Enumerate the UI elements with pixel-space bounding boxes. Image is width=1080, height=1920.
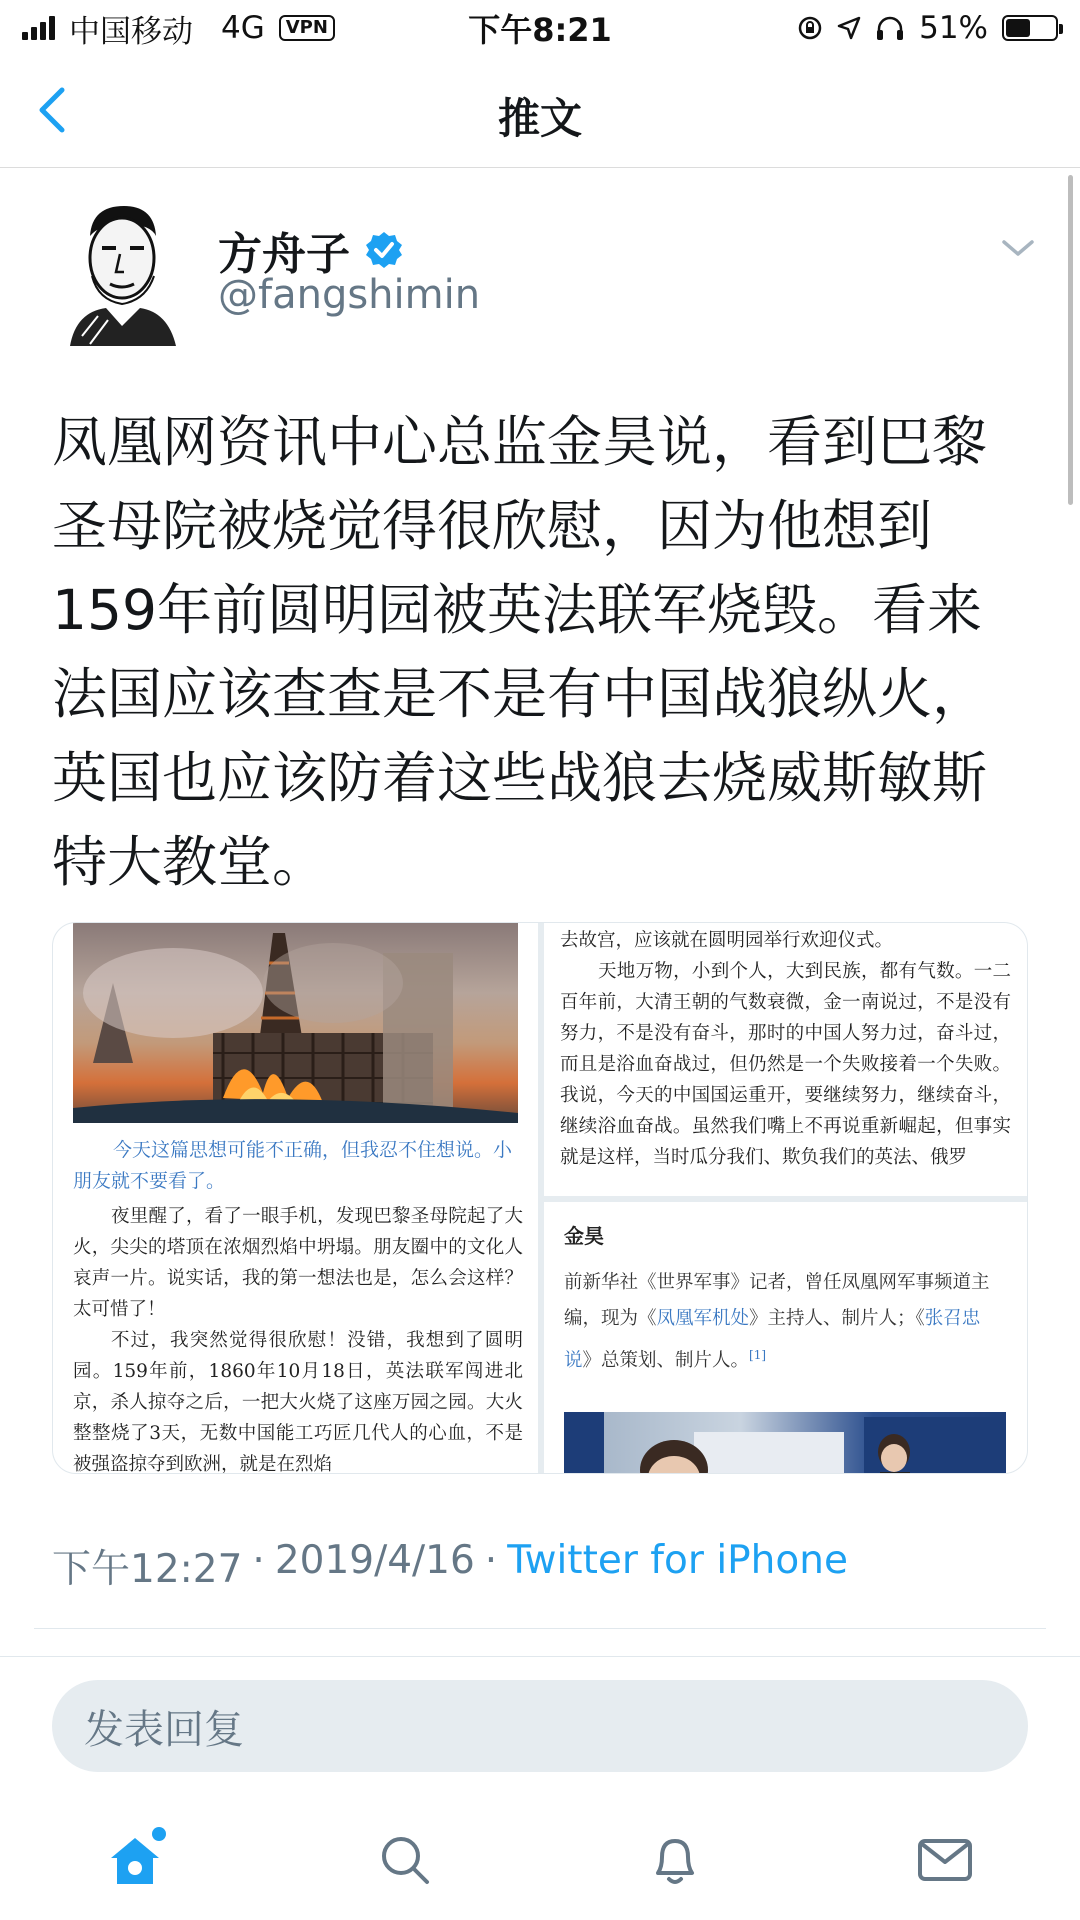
notifications-bell-icon	[650, 1833, 700, 1887]
scrollbar-thumb[interactable]	[1068, 175, 1073, 505]
meta-separator: ·	[484, 1538, 498, 1583]
profile-desc-text: 前新华社《世界军事》记者，曾任凤凰网军事频道主编，现为《	[564, 1272, 990, 1329]
tweet-source-link[interactable]: Twitter for iPhone	[507, 1538, 848, 1583]
headphones-icon	[875, 15, 905, 41]
media-image-right-top[interactable]	[544, 923, 1027, 1196]
tab-home[interactable]	[90, 1815, 180, 1905]
tweet-text: 凤凰网资讯中心总监金昊说，看到巴黎圣母院被烧觉得很欣慰，因为他想到159年前圆明园被英法联军烧毁。看来法国应该查查是不是有中国战狼纵火，英国也应该防着这些战狼去烧威斯敏斯特大教堂。	[52, 410, 988, 894]
divider	[34, 1628, 1046, 1629]
media-image-left[interactable]	[53, 923, 538, 1473]
article-paragraph: 夜里醒了，看了一眼手机，发现巴黎圣母院起了大火，尖尖的塔顶在浓烟烈焰中坍塌。朋友圈中的文化人哀声一片。说实话，我的第一想法也是，怎么会这样？太可惜了！	[73, 1206, 523, 1320]
avatar[interactable]	[62, 196, 182, 346]
tab-notifications[interactable]	[630, 1815, 720, 1905]
tab-search[interactable]	[360, 1815, 450, 1905]
meta-separator: ·	[252, 1538, 265, 1583]
media-image-right-bottom[interactable]	[544, 1202, 1027, 1473]
tweet-date: 2019/4/16	[274, 1538, 475, 1583]
studio-photo	[564, 1412, 1006, 1473]
tweet-options-button[interactable]	[1000, 236, 1036, 260]
profile-description	[564, 1265, 1007, 1379]
divider	[0, 1656, 1080, 1657]
profile-desc-text: 》总策划、制片人。	[582, 1350, 750, 1372]
network-label: 4G	[221, 10, 265, 46]
page-title: 推文	[497, 94, 582, 143]
tab-bar	[0, 1800, 1080, 1920]
battery-level	[1006, 19, 1030, 37]
signal-strength-icon	[22, 16, 55, 40]
article-line: 去故宫，应该就在圆明园举行欢迎仪式。	[560, 930, 894, 951]
article-paragraph: 不过，我突然觉得很欣慰！没错，我想到了圆明园。159年前，1860年10月18日，英法联军闯进北京，杀人掠夺之后，一把大火烧了这座万园之园。大火整整烧了3天，无数中国能工巧匠几代人的心血，不是被强盗掠夺到欧洲，就是在烈焰	[73, 1330, 523, 1473]
avatar-portrait-icon	[62, 196, 182, 346]
battery-percent: 51%	[919, 10, 988, 46]
article-paragraph: 天地万物，小到个人，大到民族，都有气数。一二百年前，大清王朝的气数衰微，金一南说过，不是没有努力，不是没有奋斗，那时的中国人努力过，奋斗过，而且是浴血奋战过，但仍然是一个失败接着一个失败。我说，今天的中国国运重开，要继续努力，继续奋斗，继续浴血奋战。虽然我们嘴上不再说重新崛起，但事实就是这样，当时瓜分我们、欺负我们的英法、俄罗	[560, 961, 1011, 1168]
search-icon	[379, 1834, 431, 1886]
home-icon	[107, 1834, 163, 1886]
article-excerpt-right	[560, 925, 1011, 1173]
studio-scene-illustration	[564, 1412, 1006, 1473]
tweet-meta	[52, 1538, 848, 1594]
profile-title: 金昊	[564, 1224, 604, 1248]
verified-badge-icon	[364, 230, 404, 270]
reply-placeholder: 发表回复	[84, 1706, 244, 1753]
carrier-label: 中国移动	[69, 13, 193, 50]
author-display-name: 方舟子	[218, 229, 350, 280]
notre-dame-fire-photo	[73, 923, 518, 1123]
tweet-time: 下午12:27	[52, 1547, 243, 1592]
status-bar	[0, 0, 1080, 56]
messages-envelope-icon	[917, 1838, 973, 1882]
tab-messages[interactable]	[900, 1815, 990, 1905]
reply-input[interactable]	[52, 1680, 1028, 1772]
battery-icon	[1002, 15, 1058, 41]
new-content-dot	[152, 1827, 166, 1841]
author-handle[interactable]: @fangshimin	[218, 272, 481, 318]
orientation-lock-icon	[797, 15, 823, 41]
profile-desc-text: 》主持人、制片人；《	[749, 1308, 925, 1329]
location-arrow-icon	[837, 16, 861, 40]
navigation-bar	[0, 56, 1080, 168]
cathedral-fire-illustration	[73, 923, 518, 1123]
profile-link: 凤凰军机处	[656, 1308, 750, 1329]
tweet-media-grid	[52, 922, 1028, 1474]
article-caption: 今天这篇思想可能不正确，但我忍不住想说。小朋友就不要看了。	[73, 1139, 513, 1192]
article-excerpt-left	[73, 1201, 523, 1473]
chevron-down-icon	[1000, 236, 1036, 260]
reference-mark: [1]	[749, 1348, 767, 1362]
profile-link: 张召忠说	[564, 1308, 981, 1372]
vpn-badge: VPN	[279, 15, 335, 41]
status-time: 下午8:21	[468, 11, 612, 49]
